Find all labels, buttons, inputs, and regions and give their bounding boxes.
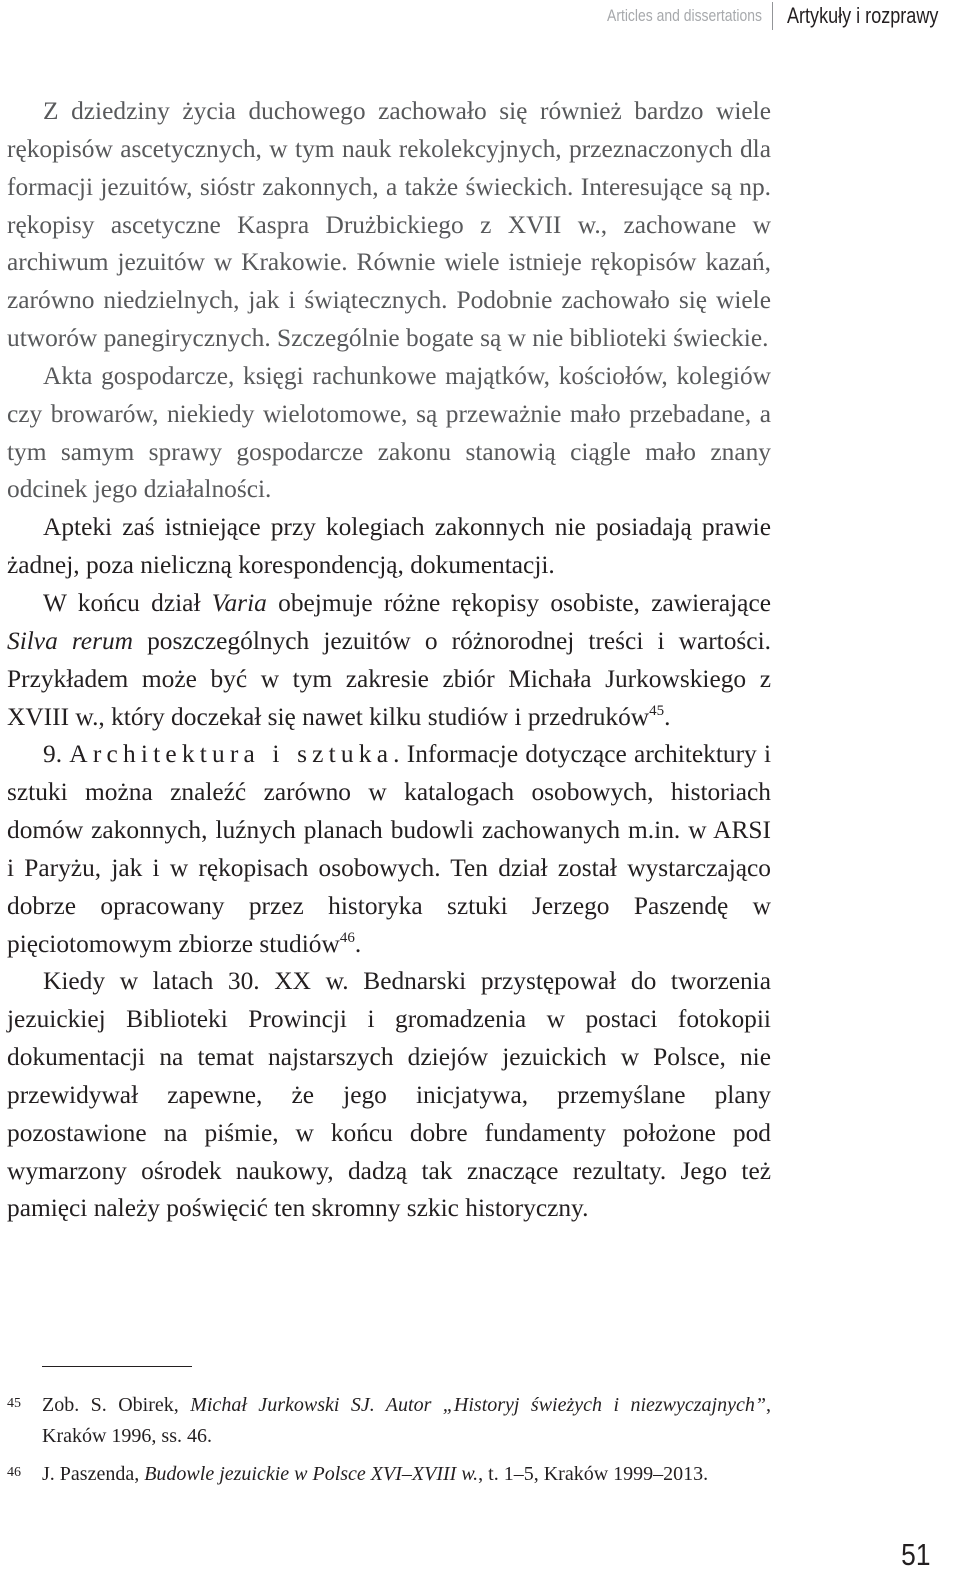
text: obejmuje różne rękopisy osobiste, zawierające: [266, 588, 771, 617]
paragraph-pharmacies: Apteki zaś istniejące przy kolegiach zakonnych nie posiadają prawie żadnej, poza nieliczną korespondencją, dokumentacji.: [7, 513, 771, 580]
paragraph-conclusion: Kiedy w latach 30. XX w. Bednarski przystępował do tworzenia jezuickiej Biblioteki Prowincji i gromadzenia w postaci fotokopii dokumentacji na temat najstarszych dziejów jezuickich w Polsce, nie przewidywał zapewne, że jego inicjatywa, przemyślane plany pozostawione na piśmie, w końcu dobre fundamenty położone pod wymarzony ośrodek naukowy, dadzą tak znaczące rezultaty. Jego też pamięci należy poświęcić ten skromny szkic historyczny.: [7, 967, 771, 1223]
footnote-separator: [42, 1366, 192, 1367]
text: Zob. S. Obirek,: [42, 1394, 191, 1416]
text: J. Paszenda,: [42, 1463, 145, 1485]
footnote-number: 45: [7, 1396, 21, 1411]
footnote-45: [7, 1390, 771, 1452]
italic-term: Varia: [211, 588, 267, 617]
text: .: [354, 929, 362, 958]
paragraph-architecture: [7, 736, 771, 963]
paragraph-economic-records: Akta gospodarcze, księgi rachunkowe majątków, kościołów, kolegiów czy browarów, niekiedy wielotomowe, są przeważnie mało przebadane, a tym samym sprawy gospodarcze zakonu stanowią ciągle mało znany odcinek jego działalności.: [7, 361, 771, 504]
footnote-ref-45: 45: [649, 702, 665, 719]
text: .: [664, 702, 671, 731]
paragraph-varia: [7, 585, 771, 736]
paragraph-spiritual-manuscripts: Z dziedziny życia duchowego zachowało się również bardzo wiele rękopisów ascetycznych, w tym nauk rekolekcyjnych, przeznaczonych dla formacji jezuitów, sióstr zakonnych, a także świeckich. Interesujące są np. rękopisy ascetyczne Kaspra Drużbickiego z XVII w., zachowane w archiwum jezuitów w Krakowie. Równie wiele istnieje rękopisów kazań, zarówno niedzielnych, jak i świątecznych. Podobnie zachowało się wiele utworów panegirycznych. Szczególnie bogate są w nie biblioteki świeckie.: [7, 97, 771, 353]
text: , Kraków 1996, ss. 46.: [42, 1394, 771, 1447]
footnote-number: 46: [7, 1465, 21, 1480]
footnote-ref-46: 46: [339, 929, 355, 946]
text: W końcu dział: [43, 588, 212, 617]
italic-title: Michał Jurkowski SJ. Autor „Historyj świeżych i niezwyczajnych”: [190, 1394, 766, 1416]
text: , t. 1–5, Kraków 1999–2013.: [478, 1463, 709, 1485]
section-number: 9.: [43, 740, 70, 769]
header-divider: [772, 2, 773, 30]
header-section-en: Articles and dissertations: [607, 6, 763, 25]
text: . Informacje dotyczące architektury i sztuki można znaleźć zarówno w katalogach osobowych, historiach domów zakonnych, luźnych planach budowli zachowanych m.in. w ARSI i Paryżu, jak i w rękopisach osobowych. Ten dział został wystarczająco dobrze opracowany przez historyka sztuki Jerzego Paszendę w pięciotomowym zbiorze studiów: [7, 740, 772, 958]
italic-title: Budowle jezuickie w Polsce XVI–XVIII w.: [144, 1463, 479, 1485]
article-body: [7, 93, 771, 1228]
text: poszczególnych jezuitów o różnorodnej treści i wartości. Przykładem może być w tym zakresie zbiór Michała Jurkowskiego z XVIII w., który doczekał się nawet kilku studiów i przedruków: [7, 626, 771, 731]
footnote-46: [7, 1459, 771, 1490]
header-section-pl: Artykuły i rozprawy: [787, 3, 939, 28]
running-header: [573, 0, 952, 32]
footnotes: [7, 1390, 771, 1497]
page-number: 51: [900, 1537, 930, 1572]
italic-term: Silva rerum: [7, 626, 133, 655]
section-heading: Architektura i sztuka: [69, 740, 394, 769]
